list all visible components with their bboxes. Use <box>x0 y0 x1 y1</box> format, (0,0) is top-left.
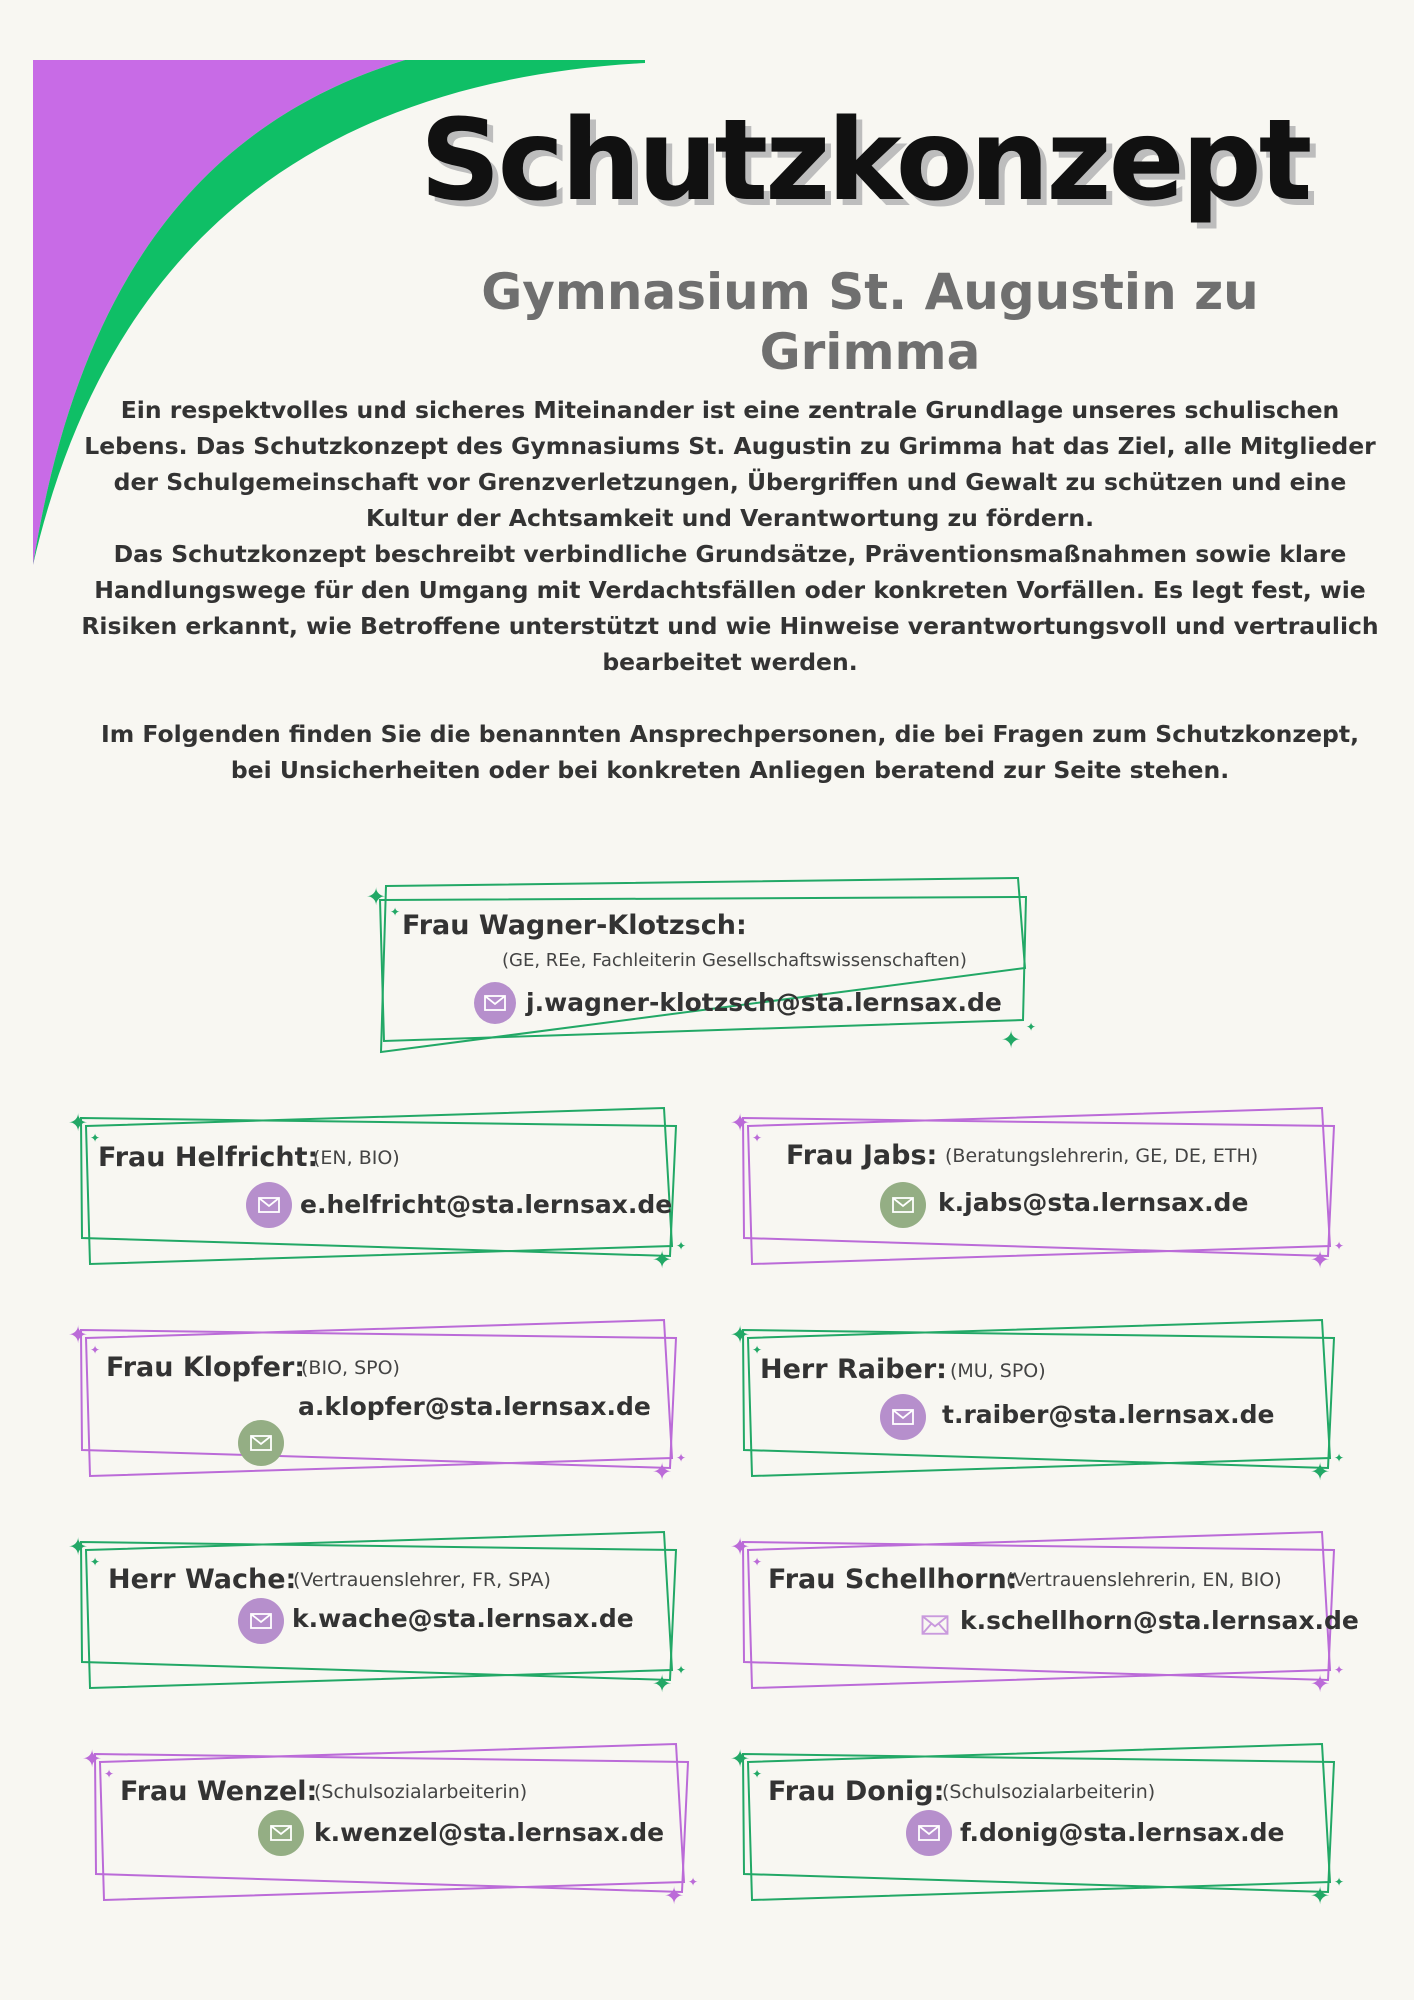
svg-text:✦: ✦ <box>752 1767 763 1781</box>
svg-text:✦: ✦ <box>730 1110 751 1137</box>
contact-email[interactable]: e.helfricht@sta.lernsax.de <box>300 1190 673 1219</box>
svg-text:✦: ✦ <box>68 1110 89 1137</box>
contact-name: Frau Wagner-Klotzsch: <box>402 910 747 941</box>
svg-text:✦: ✦ <box>104 1767 115 1781</box>
mail-icon[interactable] <box>258 1810 304 1856</box>
contact-role: (MU, SPO) <box>950 1360 1046 1382</box>
contact-role: (BIO, SPO) <box>301 1357 400 1379</box>
mail-icon[interactable] <box>238 1420 284 1466</box>
contact-email[interactable]: k.wenzel@sta.lernsax.de <box>314 1818 665 1847</box>
mail-icon[interactable] <box>474 982 516 1024</box>
contact-name: Frau Wenzel: <box>120 1776 318 1807</box>
contact-role: (Vertrauenslehrerin, EN, BIO) <box>1006 1569 1282 1591</box>
svg-text:✦: ✦ <box>676 1451 687 1465</box>
svg-text:✦: ✦ <box>1334 1663 1345 1677</box>
contact-email[interactable]: a.klopfer@sta.lernsax.de <box>298 1392 651 1421</box>
svg-text:✦: ✦ <box>390 905 401 919</box>
intro-paragraph-2: Das Schutzkonzept beschreibt verbindliche Grundsätze, Präventionsmaßnahmen sowie klare Handlungswege für den Umgang mit Verdachtsfällen oder konkreten Vorfällen. Es legt fest, wie Risiken erkannt, wie Betroffene unterstützt und wie Hinweise verantwortungsvoll und vertraulich bearbeitet werden. <box>81 540 1379 676</box>
contact-name: Frau Klopfer: <box>106 1352 306 1383</box>
svg-text:✦: ✦ <box>688 1875 699 1889</box>
contact-card <box>366 876 1037 1056</box>
contact-email[interactable]: f.donig@sta.lernsax.de <box>960 1818 1285 1847</box>
svg-text:✦: ✦ <box>1001 1027 1022 1054</box>
svg-text:✦: ✦ <box>366 884 387 911</box>
contact-email[interactable]: k.jabs@sta.lernsax.de <box>938 1188 1249 1217</box>
svg-text:✦: ✦ <box>676 1239 687 1253</box>
svg-text:✦: ✦ <box>730 1322 751 1349</box>
contact-email[interactable]: j.wagner-klotzsch@sta.lernsax.de <box>526 988 1002 1017</box>
mail-icon[interactable] <box>912 1602 958 1648</box>
svg-text:✦: ✦ <box>1310 1459 1331 1486</box>
contact-name: Frau Donig: <box>768 1776 945 1807</box>
svg-text:✦: ✦ <box>1310 1247 1331 1274</box>
contact-card <box>730 1742 1345 1910</box>
svg-text:✦: ✦ <box>652 1671 673 1698</box>
svg-text:✦: ✦ <box>652 1459 673 1486</box>
contact-role: (GE, REe, Fachleiterin Gesellschaftswissenschaften) <box>502 950 967 971</box>
svg-text:✦: ✦ <box>752 1343 763 1357</box>
contact-role: (EN, BIO) <box>313 1147 400 1169</box>
svg-text:✦: ✦ <box>652 1247 673 1274</box>
contact-name: Herr Raiber: <box>760 1354 947 1385</box>
svg-text:✦: ✦ <box>730 1746 751 1773</box>
mail-icon[interactable] <box>880 1394 926 1440</box>
page-title: Schutzkonzept <box>420 96 1310 226</box>
svg-text:✦: ✦ <box>82 1746 103 1773</box>
svg-text:✦: ✦ <box>676 1663 687 1677</box>
mail-icon[interactable] <box>246 1182 292 1228</box>
contact-name: Frau Jabs: <box>786 1140 938 1171</box>
contact-card <box>68 1318 687 1486</box>
contact-name: Frau Schellhorn: <box>768 1564 1018 1595</box>
svg-text:✦: ✦ <box>68 1534 89 1561</box>
contact-role: (Schulsozialarbeiterin) <box>314 1781 528 1803</box>
svg-text:✦: ✦ <box>1026 1020 1037 1034</box>
svg-text:✦: ✦ <box>90 1343 101 1357</box>
mail-icon[interactable] <box>238 1598 284 1644</box>
intro-paragraph-1: Ein respektvolles und sicheres Miteinander ist eine zentrale Grundlage unseres schulischen Lebens. Das Schutzkonzept des Gymnasiums St. Augustin zu Grimma hat das Ziel, alle Mitglieder der Schulgemeinschaft vor Grenzverletzungen, Übergriffen und Gewalt zu schützen und eine Kultur der Achtsamkeit und Verantwortung zu fördern. <box>84 396 1376 532</box>
contact-email[interactable]: k.wache@sta.lernsax.de <box>292 1604 634 1633</box>
svg-text:✦: ✦ <box>1334 1451 1345 1465</box>
svg-text:✦: ✦ <box>90 1131 101 1145</box>
contact-card <box>730 1106 1345 1274</box>
contact-email[interactable]: t.raiber@sta.lernsax.de <box>942 1400 1275 1429</box>
contact-role: (Schulsozialarbeiterin) <box>942 1781 1156 1803</box>
intro-text <box>80 392 1380 788</box>
svg-text:✦: ✦ <box>1334 1239 1345 1253</box>
mail-icon[interactable] <box>880 1182 926 1228</box>
svg-text:✦: ✦ <box>730 1534 751 1561</box>
svg-text:✦: ✦ <box>68 1322 89 1349</box>
page-subtitle: Gymnasium St. Augustin zu Grimma <box>481 263 1259 381</box>
svg-text:✦: ✦ <box>1310 1883 1331 1910</box>
contact-card <box>68 1106 687 1274</box>
svg-text:✦: ✦ <box>752 1555 763 1569</box>
contact-email[interactable]: k.schellhorn@sta.lernsax.de <box>960 1606 1359 1635</box>
contact-card <box>730 1530 1359 1698</box>
contact-card <box>68 1530 687 1698</box>
svg-text:✦: ✦ <box>90 1555 101 1569</box>
contact-card <box>730 1318 1345 1486</box>
contact-card <box>82 1742 699 1910</box>
contact-role: (Vertrauenslehrer, FR, SPA) <box>293 1569 551 1591</box>
svg-text:✦: ✦ <box>1310 1671 1331 1698</box>
contact-name: Herr Wache: <box>108 1564 297 1595</box>
mail-icon[interactable] <box>906 1810 952 1856</box>
svg-text:✦: ✦ <box>1334 1875 1345 1889</box>
svg-text:✦: ✦ <box>664 1883 685 1910</box>
contact-name: Frau Helfricht: <box>98 1142 319 1173</box>
intro-paragraph-3: Im Folgenden finden Sie die benannten Ansprechpersonen, die bei Fragen zum Schutzkonzept, bei Unsicherheiten oder bei konkreten Anliegen beratend zur Seite stehen. <box>100 720 1360 784</box>
svg-text:✦: ✦ <box>752 1131 763 1145</box>
contact-role: (Beratungslehrerin, GE, DE, ETH) <box>945 1145 1259 1167</box>
